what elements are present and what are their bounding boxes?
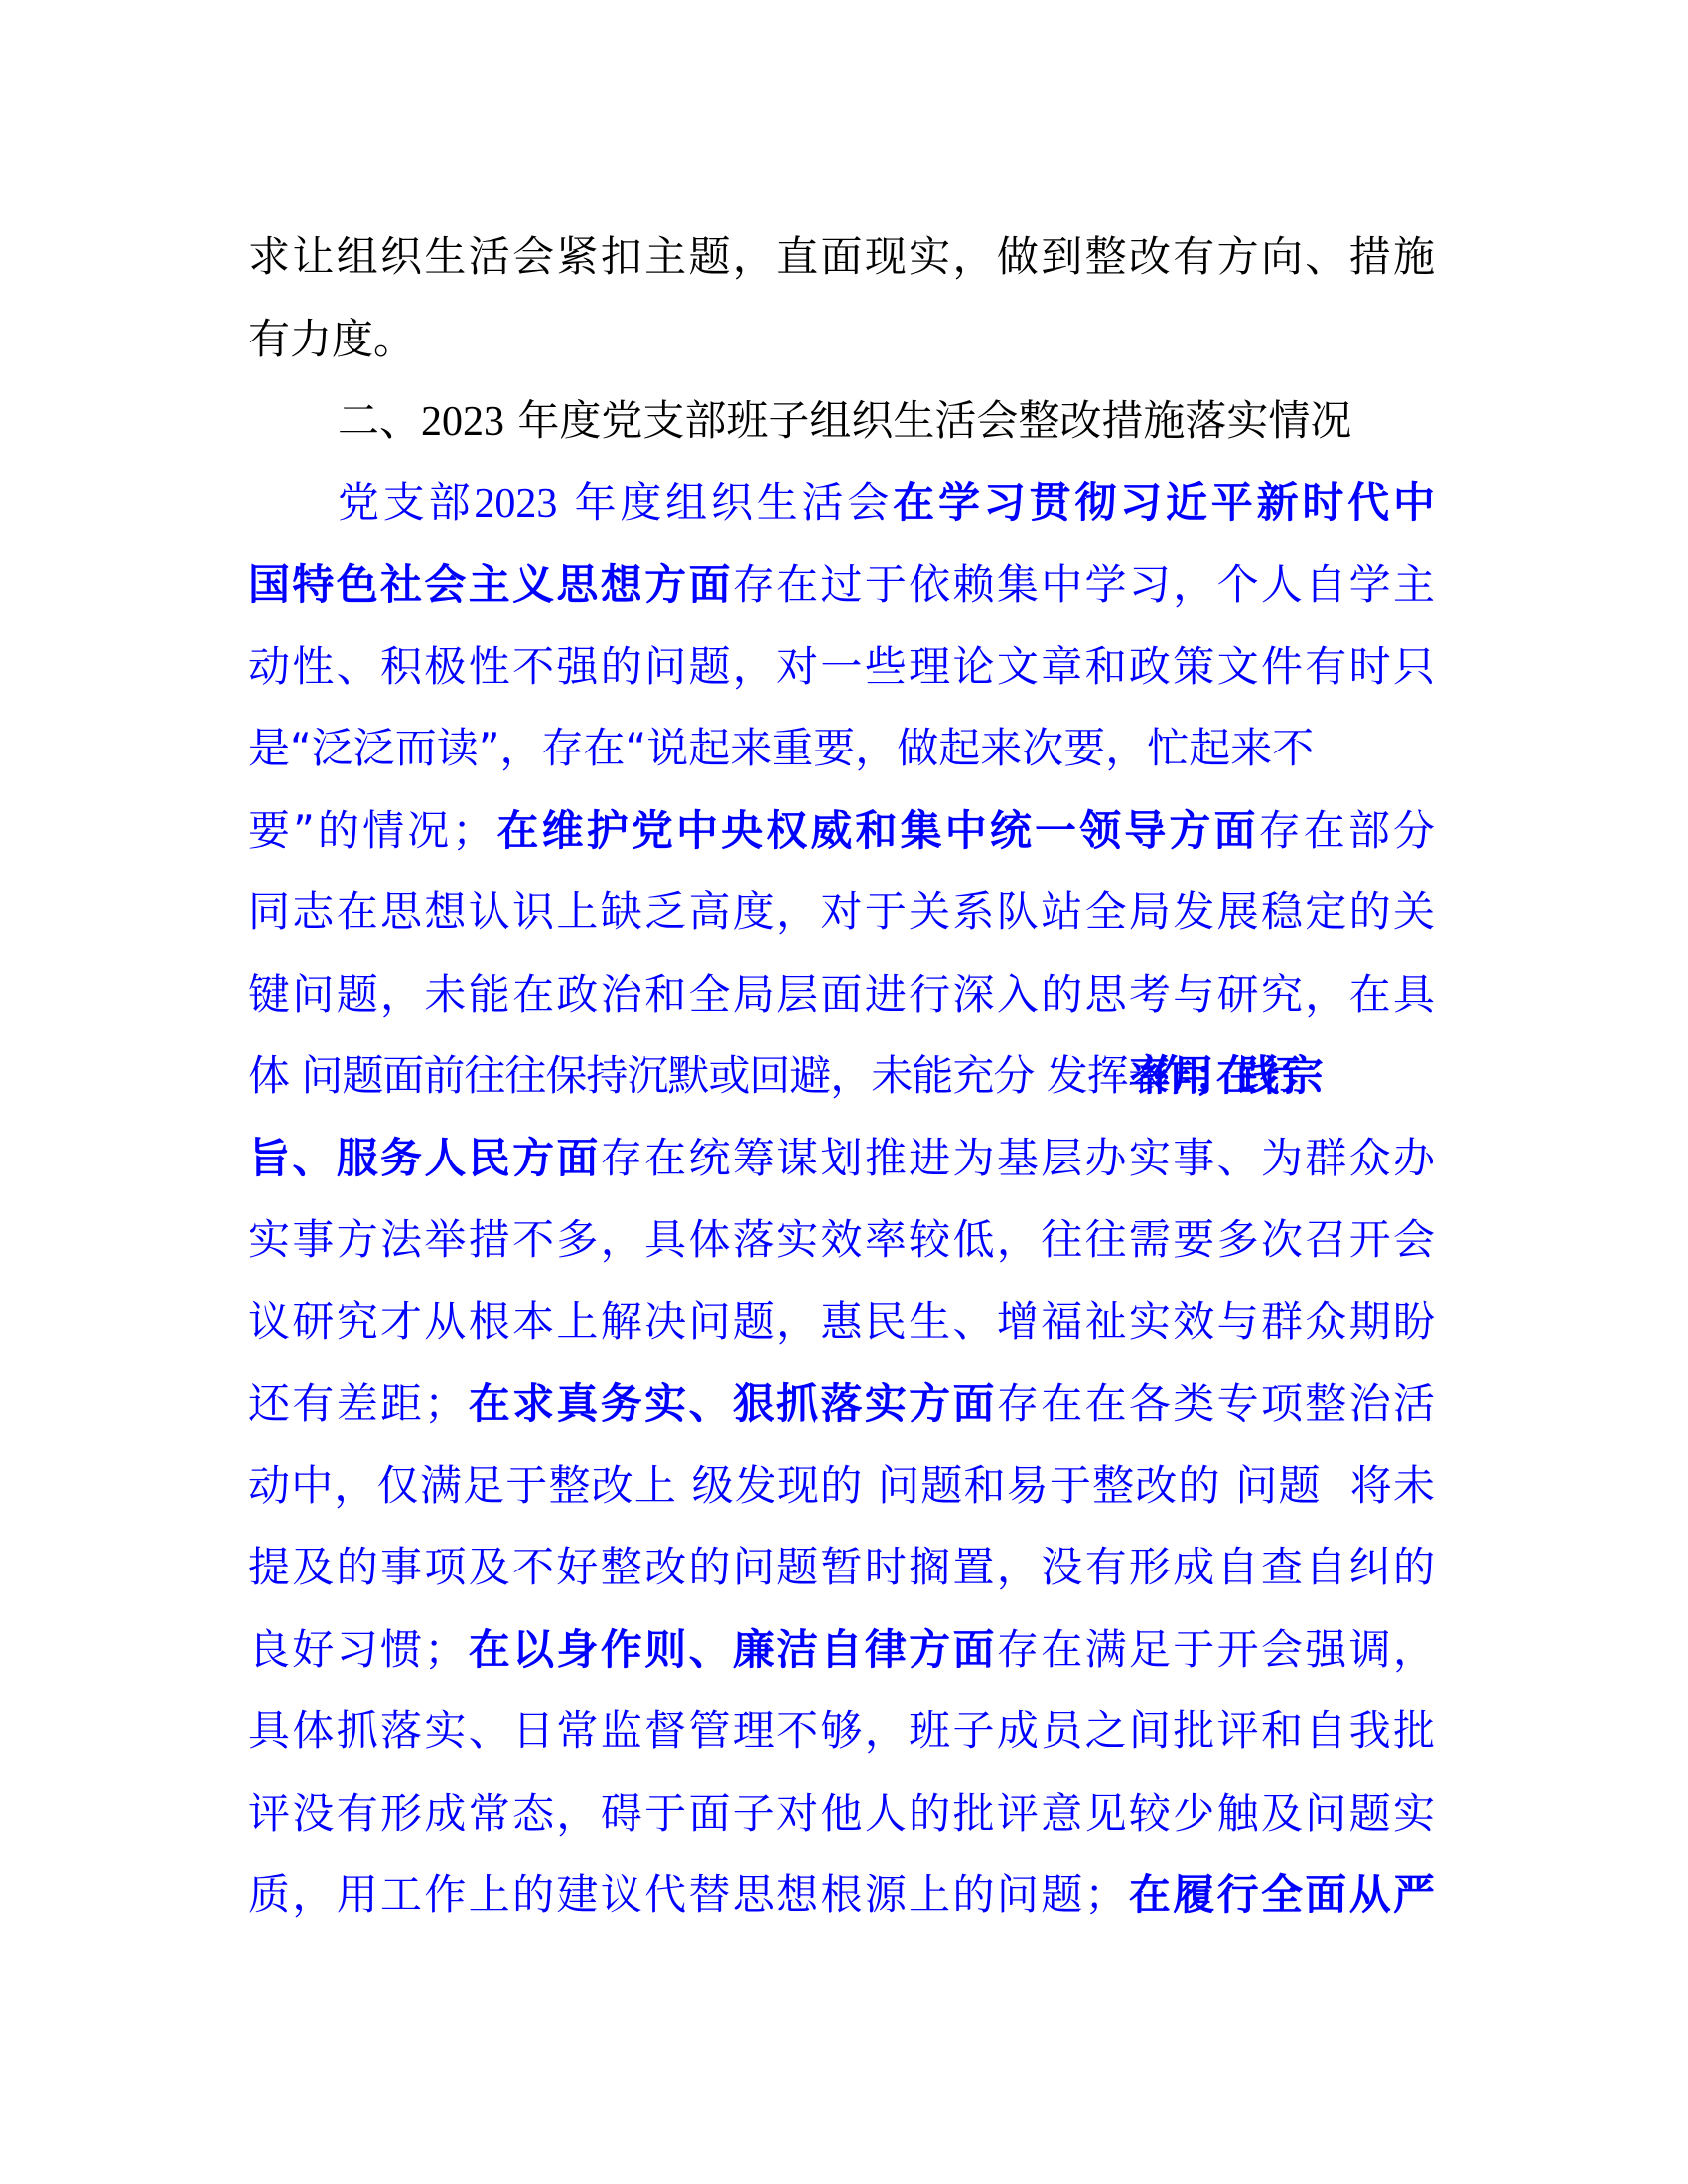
text-line: 实事方法举措不多，具体落实效率较低，往往需要多次召开会 <box>248 1215 1435 1264</box>
text-line: 良好习惯；在以身作则、廉洁自律方面存在满足于开会强调， <box>248 1624 1435 1674</box>
bold-topic: 在求真务实、狠抓落实方面 <box>466 1379 997 1428</box>
text-line: 动中，仅满足于整改上 级发现的 问题和易于整改的 问题 将未 <box>248 1460 1435 1510</box>
bold-topic: 在学习贯彻习近平新时代中 <box>893 478 1435 527</box>
text-line: 求让组织生活会紧扣主题，直面现实，做到整改有方向、措施 <box>248 232 1435 281</box>
bold-topic: 旨、服务人民方面 <box>248 1133 601 1182</box>
text-line: 键问题，未能在政治和全局层面进行深入的思考与研究，在具 <box>248 969 1435 1019</box>
text-line: 具体抓落实、日常监督管理不够，班子成员之间批评和自我批 <box>248 1706 1435 1755</box>
document-page <box>248 216 1435 1937</box>
text-line: 同志在思想认识上缺乏高度，对于关系队站全局发展稳定的关 <box>248 887 1435 936</box>
bold-topic: 在以身作则、廉洁自律方面 <box>466 1624 997 1674</box>
text-line: 党支部2023 年度组织生活会在学习贯彻习近平新时代中 <box>338 478 1435 527</box>
paragraph-rectification-status <box>248 463 1435 1937</box>
bold-topic-overlapping: 率作用；在践行宗 <box>1128 1051 1304 1100</box>
text-line: 要”的情况；在维护党中央权威和集中统一领导方面存在部分 <box>248 805 1435 855</box>
text-line: 体 问题面前往往保持沉默或回避，未能充分 发挥表率作用；在践行宗 <box>248 1051 1304 1100</box>
paragraph-continuation <box>248 216 1435 380</box>
text-line: 提及的事项及不好整改的问题暂时搁置，没有形成自查自纠的 <box>248 1543 1435 1591</box>
text-line: 旨、服务人民方面存在统筹谋划推进为基层办实事、为群众办 <box>248 1133 1435 1182</box>
section-heading: 二、2023 年度党支部班子组织生活会整改措施落实情况 <box>338 396 1352 445</box>
text-line: 质，用工作上的建议代替思想根源上的问题；在履行全面从严 <box>248 1870 1435 1919</box>
bold-topic: 国特色社会主义思想方面 <box>248 560 733 609</box>
text-line: 动性、积极性不强的问题，对一些理论文章和政策文件有时只 <box>248 641 1435 691</box>
text-line: 还有差距；在求真务实、狠抓落实方面存在在各类专项整治活 <box>248 1379 1435 1428</box>
text-line: 议研究才从根本上解决问题，惠民生、增福祉实效与群众期盼 <box>248 1297 1435 1346</box>
bold-topic: 在维护党中央权威和集中统一领导方面 <box>493 805 1259 855</box>
text-line: 评没有形成常态，碍于面子对他人的批评意见较少触及问题实 <box>248 1788 1435 1838</box>
bold-topic: 在履行全面从严 <box>1126 1870 1435 1919</box>
text-line: 是“泛泛而读”，存在“说起来重要，做起来次要，忙起来不 <box>248 724 1315 772</box>
text-line: 有力度。 <box>248 314 416 363</box>
text-line: 国特色社会主义思想方面存在过于依赖集中学习，个人自学主 <box>248 560 1435 609</box>
